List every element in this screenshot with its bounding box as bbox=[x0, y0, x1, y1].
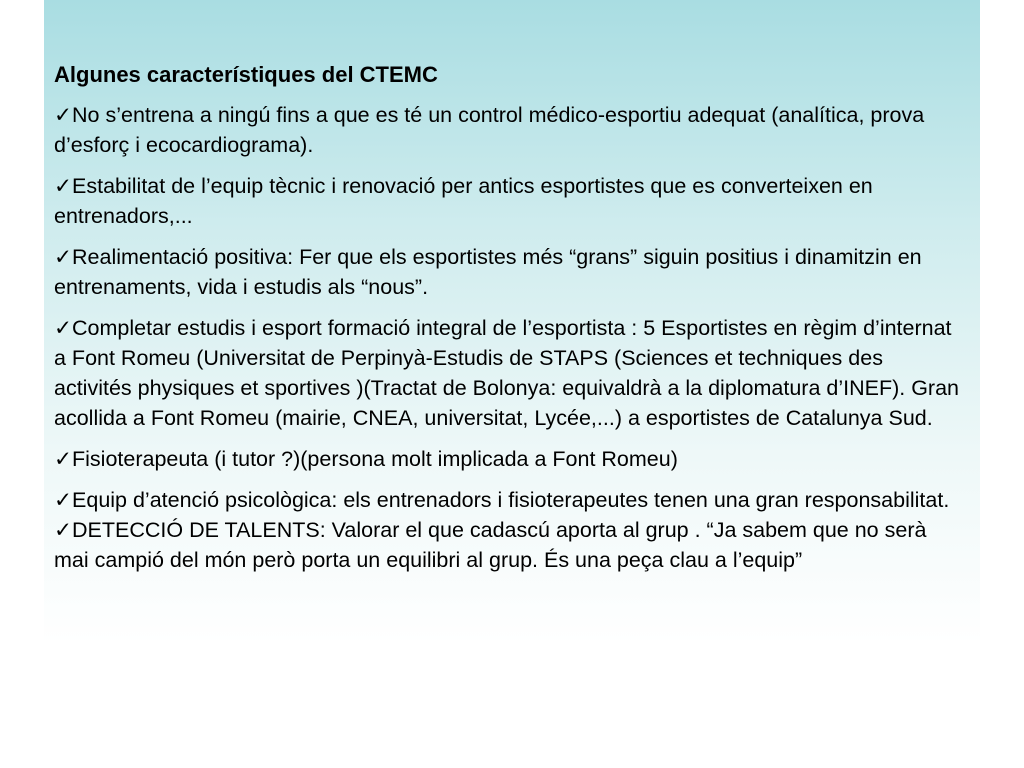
bullet-text: Completar estudis i esport formació integral de l’esportista : 5 Esportistes en règim d’internat a Font Romeu (Universitat de Perpinyà-Estudis de STAPS (Sciences et techniques des activités physiques et sportives )(Tractat de Bolonya: equivaldrà a la diplomatura d’INEF). Gran acollida a Font Romeu (mairie, CNEA, universitat, Lycée,...) a esportistes de Catalunya Sud. bbox=[54, 316, 960, 430]
bullet-text: Fisioterapeuta (i tutor ?)(persona molt implicada a Font Romeu) bbox=[72, 447, 678, 471]
slide-content bbox=[54, 58, 959, 586]
bullet-item-physiotherapist bbox=[54, 444, 959, 474]
bullet-item-medical-control bbox=[54, 100, 959, 160]
bullet-item-psychology bbox=[54, 485, 959, 515]
bullet-text: Realimentació positiva: Fer que els esportistes més “grans” siguin positius i dinamitzin en entrenaments, vida i estudis als “nous”. bbox=[54, 245, 922, 299]
checkmark-icon: ✓ bbox=[54, 316, 73, 340]
bullet-item-technical-team bbox=[54, 171, 959, 231]
slide-background bbox=[44, 0, 980, 758]
bullet-item-positive-feedback bbox=[54, 242, 959, 302]
checkmark-icon: ✓ bbox=[54, 174, 73, 198]
checkmark-icon: ✓ bbox=[54, 103, 73, 127]
checkmark-icon: ✓ bbox=[54, 447, 73, 471]
slide-title: Algunes característiques del CTEMC bbox=[54, 62, 438, 87]
checkmark-icon: ✓ bbox=[54, 245, 73, 269]
bullet-text: DETECCIÓ DE TALENTS: Valorar el que cadascú aporta al grup . “Ja sabem que no serà mai campió del món però porta un equilibri al grup. És una peça clau a l’equip” bbox=[54, 518, 927, 572]
bullet-text: Estabilitat de l’equip tècnic i renovació per antics esportistes que es converteixen en entrenadors,... bbox=[54, 174, 873, 228]
checkmark-icon: ✓ bbox=[54, 488, 73, 512]
bullet-text: No s’entrena a ningú fins a que es té un control médico-esportiu adequat (analítica, prova d’esforç i ecocardiograma). bbox=[54, 103, 925, 157]
bullet-item-talent-detection bbox=[54, 515, 959, 575]
bullet-text: Equip d’atenció psicològica: els entrenadors i fisioterapeutes tenen una gran responsabilitat. bbox=[72, 488, 950, 512]
bullet-item-studies bbox=[54, 313, 959, 433]
checkmark-icon: ✓ bbox=[54, 518, 73, 542]
